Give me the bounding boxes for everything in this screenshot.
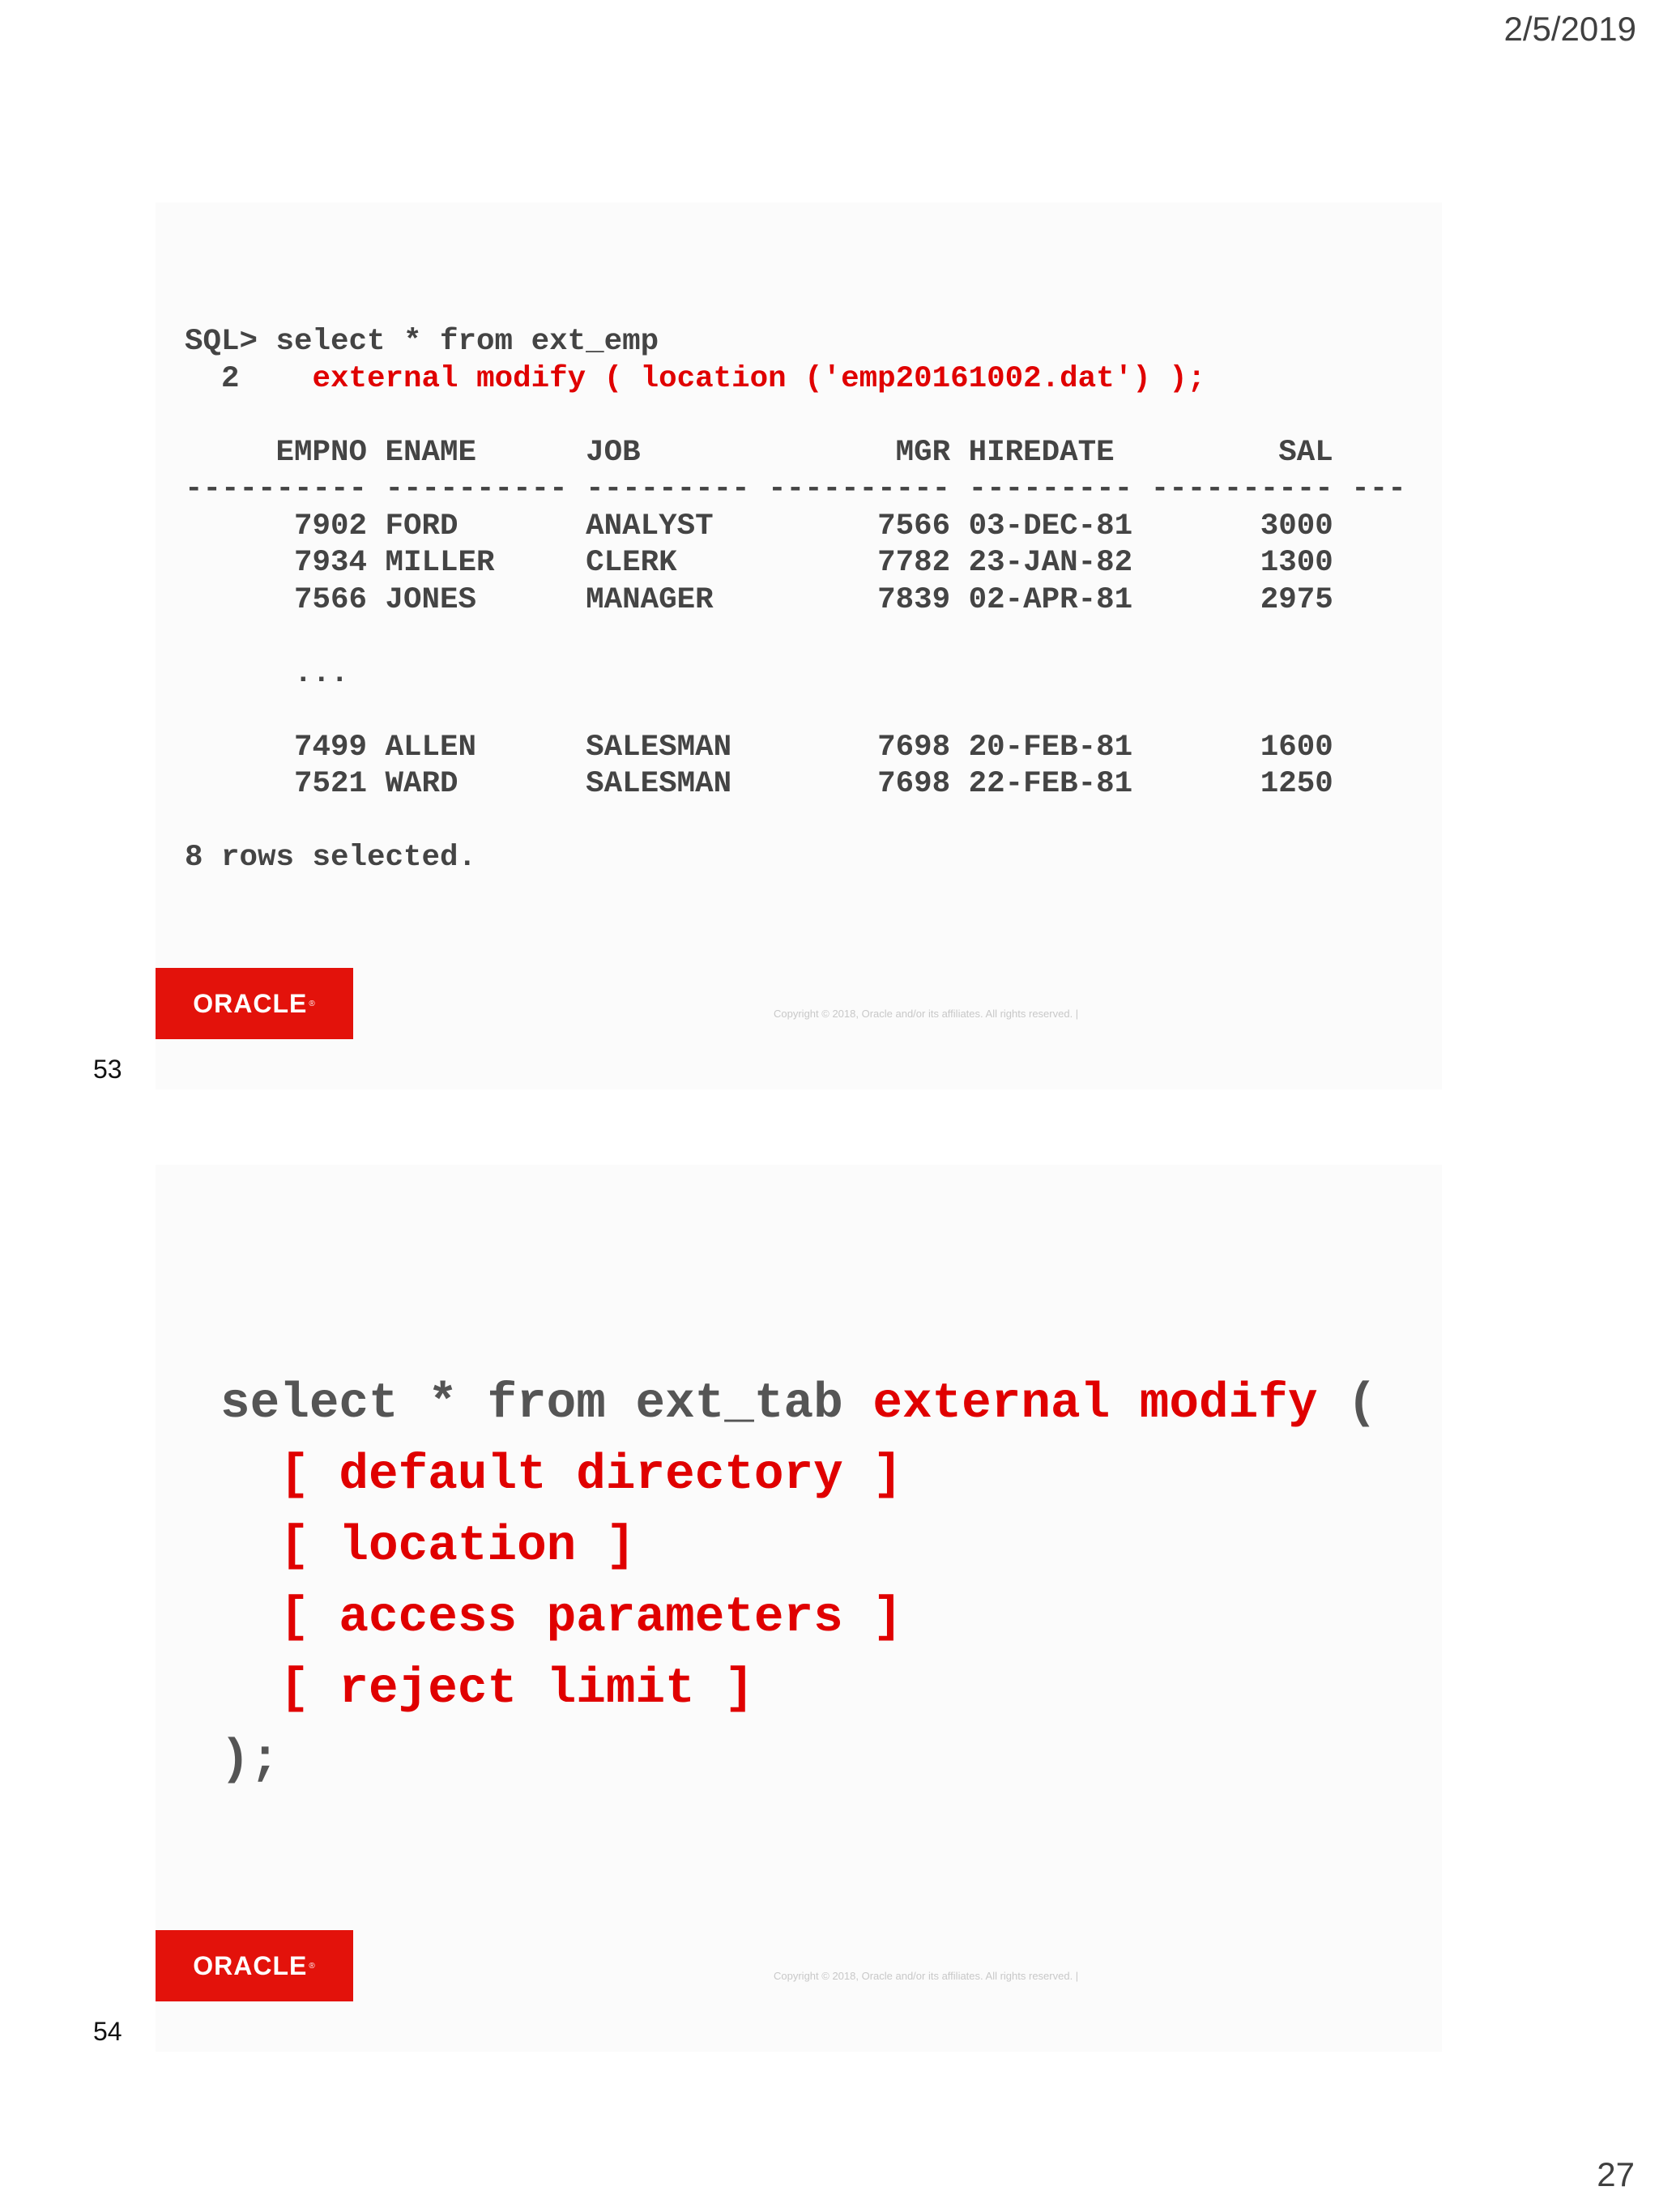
code-keyword-highlight: external modify ( location ('emp20161002.dat') ); xyxy=(312,361,1206,396)
code-text xyxy=(220,1519,279,1575)
code-line xyxy=(220,1725,1377,1796)
code-line xyxy=(185,545,1406,582)
code-text xyxy=(220,1661,279,1717)
external-modify-syntax xyxy=(220,1369,1377,1796)
header-date: 2/5/2019 xyxy=(1503,10,1636,48)
code-line xyxy=(185,398,1406,435)
code-text: SQL> select * from ext_emp xyxy=(185,325,659,359)
code-line xyxy=(185,730,1406,767)
code-text: ---------- ---------- --------- ---------- --------- ---------- --- xyxy=(185,472,1406,506)
code-line xyxy=(185,509,1406,546)
page-number: 27 xyxy=(1597,2155,1635,2193)
code-line xyxy=(185,361,1406,399)
code-line xyxy=(220,1583,1377,1654)
code-line xyxy=(185,693,1406,730)
code-line xyxy=(185,435,1406,472)
slide-number: 53 xyxy=(93,1055,122,1084)
copyright-notice: Copyright © 2018, Oracle and/or its affiliates. All rights reserved. | xyxy=(774,1008,1079,1020)
code-line xyxy=(185,656,1406,693)
code-line xyxy=(220,1511,1377,1583)
code-text xyxy=(220,1447,279,1503)
code-line xyxy=(185,324,1406,361)
code-text: select * from ext_tab xyxy=(220,1376,873,1432)
code-text: 7902 FORD ANALYST 7566 03-DEC-81 3000 xyxy=(185,509,1333,543)
code-keyword-highlight: [ location ] xyxy=(279,1519,636,1575)
code-keyword-highlight: [ reject limit ] xyxy=(279,1661,754,1717)
code-line xyxy=(185,619,1406,656)
slide-number: 54 xyxy=(93,2017,122,2046)
code-text: 7499 ALLEN SALESMAN 7698 20-FEB-81 1600 xyxy=(185,730,1333,765)
code-line xyxy=(185,766,1406,803)
oracle-logo-text: ORACLE xyxy=(193,988,308,1018)
oracle-logo: ORACLE ® xyxy=(156,1930,353,2001)
code-line xyxy=(185,840,1406,877)
copyright-notice: Copyright © 2018, Oracle and/or its affiliates. All rights reserved. | xyxy=(774,1970,1079,1982)
code-text: 7521 WARD SALESMAN 7698 22-FEB-81 1250 xyxy=(185,767,1333,801)
oracle-logo: ORACLE ® xyxy=(156,968,353,1039)
code-text xyxy=(220,1590,279,1646)
code-text: 2 xyxy=(185,361,313,396)
code-line xyxy=(220,1440,1377,1511)
code-keyword-highlight: [ default directory ] xyxy=(279,1447,902,1503)
code-keyword-highlight: [ access parameters ] xyxy=(279,1590,902,1646)
code-text: ... xyxy=(185,656,349,691)
code-text: ); xyxy=(220,1733,280,1788)
code-line xyxy=(220,1369,1377,1440)
code-text: 8 rows selected. xyxy=(185,841,477,875)
code-keyword-highlight: external modify xyxy=(872,1376,1318,1432)
code-line xyxy=(185,582,1406,620)
code-text: EMPNO ENAME JOB MGR HIREDATE SAL xyxy=(185,435,1333,470)
code-line xyxy=(185,471,1406,509)
code-text: 7566 JONES MANAGER 7839 02-APR-81 2975 xyxy=(185,582,1333,617)
code-text: ( xyxy=(1317,1376,1377,1432)
code-line xyxy=(220,1654,1377,1725)
code-text: 7934 MILLER CLERK 7782 23-JAN-82 1300 xyxy=(185,546,1333,580)
sql-query-output xyxy=(185,324,1406,877)
code-line xyxy=(185,803,1406,841)
oracle-logo-text: ORACLE xyxy=(193,1950,308,1980)
